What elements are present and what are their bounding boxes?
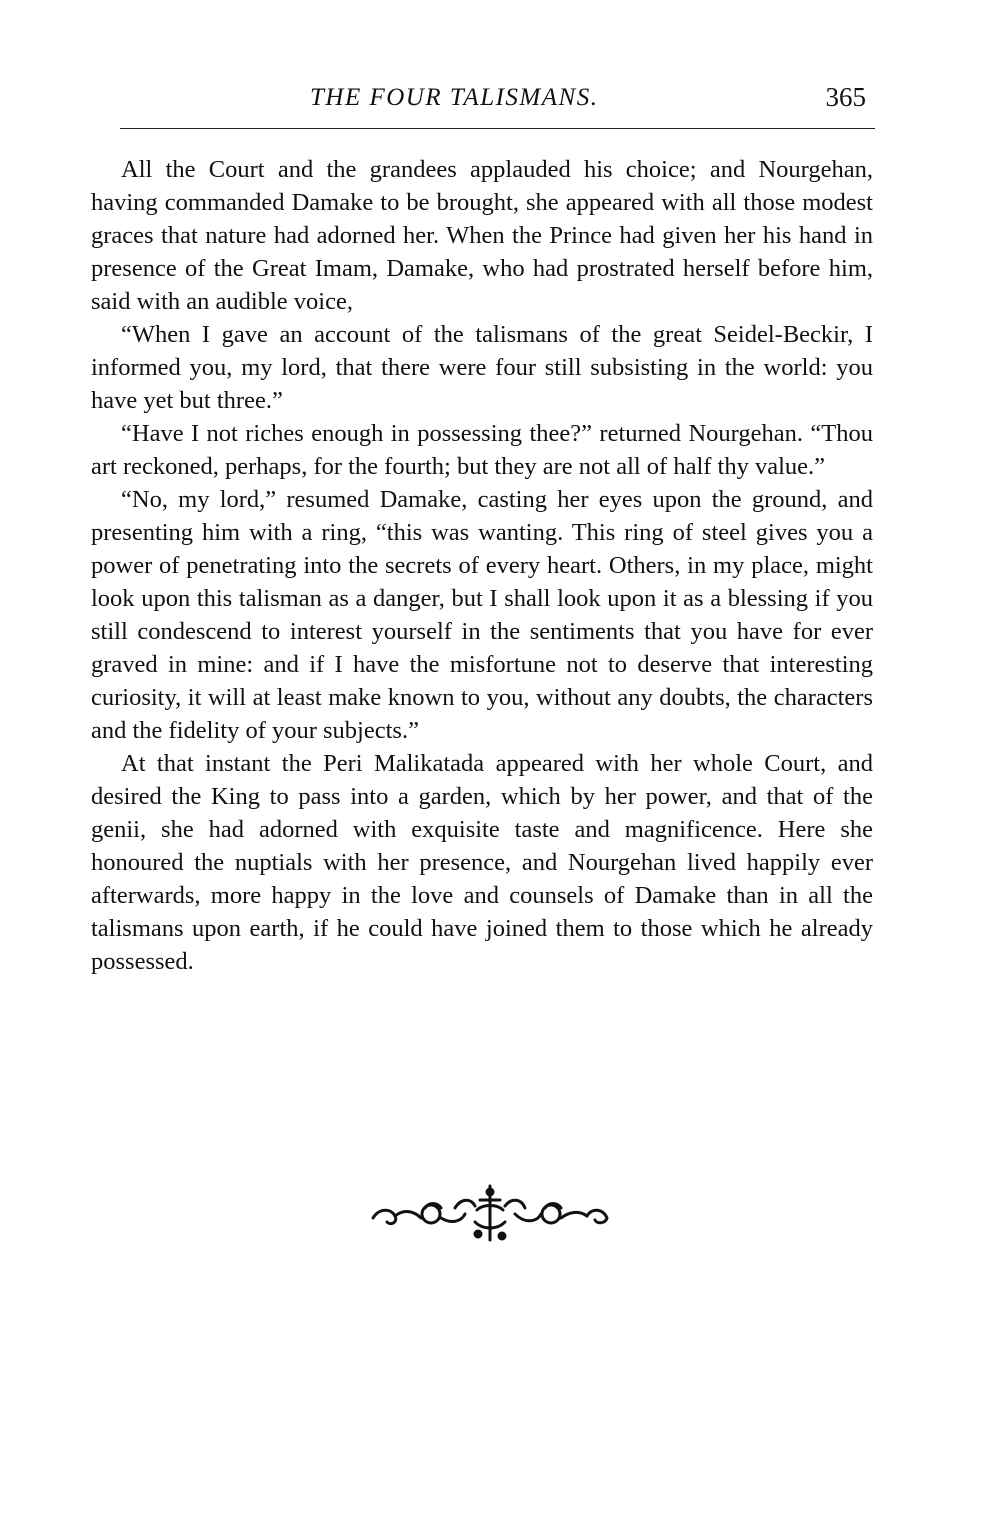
paragraph: “Have I not riches enough in possessing thee?” returned Nourgehan. “Thou art reckoned, perhaps, for the fourth; but they are not all of half thy value.” — [91, 420, 873, 480]
paragraph: “No, my lord,” resumed Damake, casting her eyes upon the ground, and presenting him with a ring, “this was wanting. This ring of steel gives you a power of penetrating into the secrets of every heart. Others, in my place, might look upon this talisman as a danger, but I shall look upon it as a blessing if you still condescend to interest yourself in the sentiments that you have for ever graved in mine: and if I have the misfortune not to deserve that interesting curiosity, it will at least make known to you, without any doubts, the characters and the fidelity of your subjects.” — [91, 486, 873, 744]
floral-ornament-icon — [365, 1178, 615, 1248]
header-rule — [120, 128, 875, 129]
paragraph: At that instant the Peri Malikatada appeared with her whole Court, and desired the King to pass into a garden, which by her power, and that of the genii, she had adorned with exquisite taste and magnificence. Here she honoured the nuptials with her presence, and Nourgehan lived happily ever afterwards, more happy in the love and counsels of Damake than in all the talismans upon earth, if he could have joined them to those which he already possessed. — [91, 750, 873, 975]
body-text — [91, 153, 873, 978]
paragraph: All the Court and the grandees applauded his choice; and Nourgehan, having commanded Damake to be brought, she appeared with all those modest graces that nature had adorned her. When the Prince had given her his hand in presence of the Great Imam, Damake, who had prostrated herself before him, said with an audible voice, — [91, 156, 873, 315]
running-head — [120, 80, 880, 120]
running-title: THE FOUR TALISMANS. — [310, 84, 599, 111]
paragraph: “When I gave an account of the talismans of the great Seidel-Beckir, I informed you, my lord, that there were four still subsisting in the world: you have yet but three.” — [91, 321, 873, 414]
page-number: 365 — [825, 82, 866, 112]
